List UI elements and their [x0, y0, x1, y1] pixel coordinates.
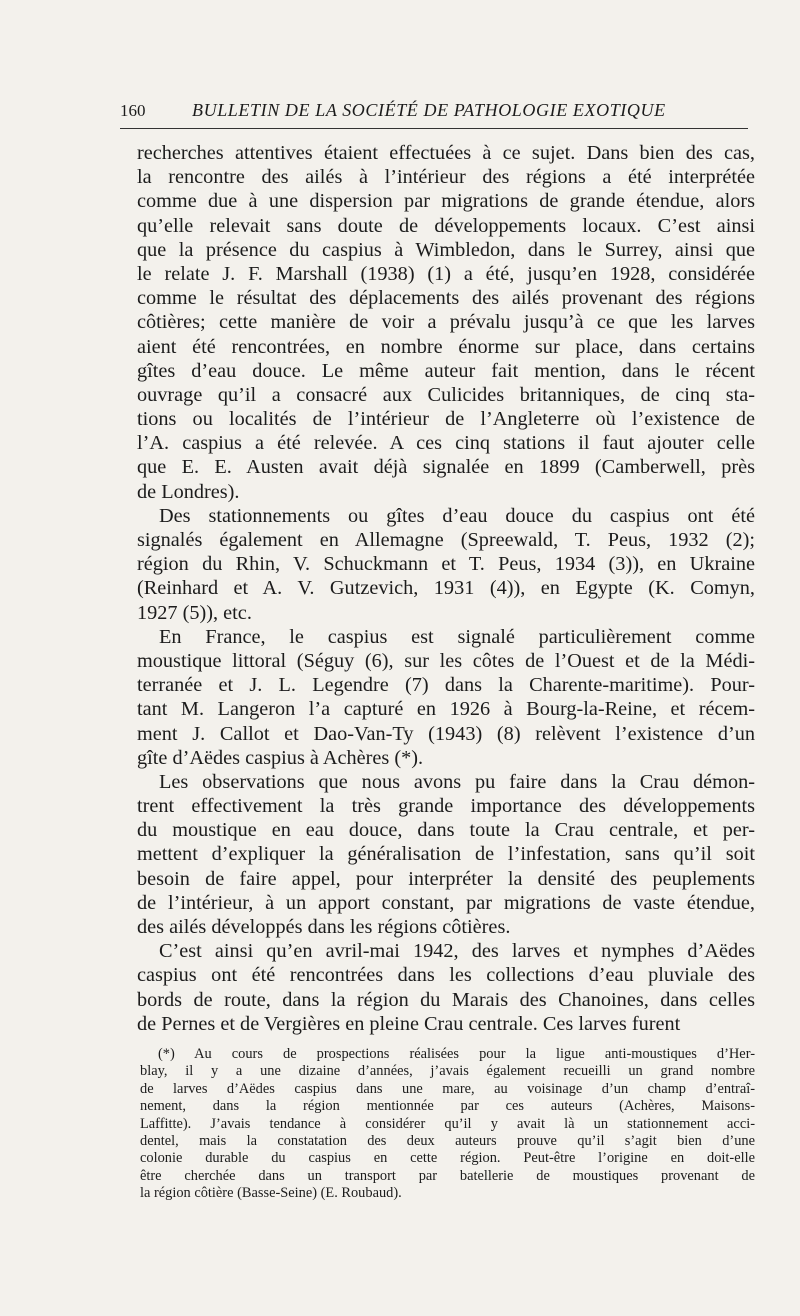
footnote-line: blay, il y a une dizaine d’années, j’avais également recueilli un grand nombre	[140, 1063, 755, 1080]
page-header	[120, 100, 745, 128]
text-line: mettent d’expliquer la généralisation de l’infestation, sans qu’il soit	[137, 843, 755, 866]
footnote-line: colonie durable du caspius en cette région. Peut-être l’origine en doit-elle	[140, 1150, 755, 1167]
text-line: ment J. Callot et Dao-Van-Ty (1943) (8) relèvent l’existence d’un	[137, 722, 755, 745]
text-line: Les observations que nous avons pu faire dans la Crau démon-	[159, 770, 755, 793]
footnote-line: dentel, mais la constatation des deux auteurs prouve qu’il s’agit bien d’une	[140, 1132, 755, 1149]
text-line: besoin de faire appel, pour interpréter la densité des peuplements	[137, 867, 755, 890]
text-line: recherches attentives étaient effectuées à ce sujet. Dans bien des cas,	[137, 142, 755, 164]
text-line: de Pernes et de Vergières en pleine Crau centrale. Ces larves furent	[137, 1012, 681, 1035]
text-line: trent effectivement la très grande importance des développements	[137, 795, 755, 818]
text-line: moustique littoral (Séguy (6), sur les côtes de l’Ouest et de la Médi-	[137, 649, 755, 672]
text-line: côtières; cette manière de voir a prévalu jusqu’à ce que les larves	[137, 311, 755, 334]
text-line: tions ou localités de l’intérieur de l’Angleterre où l’existence de	[137, 408, 755, 431]
text-line: caspius ont été rencontrées dans les collections d’eau pluviale des	[137, 964, 755, 987]
text-line: Des stationnements ou gîtes d’eau douce du caspius ont été	[159, 504, 755, 527]
text-line: qu’elle relevait sans doute de développements locaux. C’est ainsi	[137, 214, 755, 237]
text-line: le relate J. F. Marshall (1938) (1) a été, jusqu’en 1928, considérée	[137, 262, 755, 285]
text-line: que la présence du caspius à Wimbledon, dans le Surrey, ainsi que	[137, 238, 755, 261]
footnote-line: être cherchée dans un transport par batellerie de moustiques provenant de	[140, 1167, 755, 1184]
text-line: l’A. caspius a été relevée. A ces cinq stations il faut ajouter celle	[137, 432, 755, 455]
footnote-line: (*) Au cours de prospections réalisées pour la ligue anti-moustiques d’Her-	[158, 1046, 755, 1062]
body-text	[137, 141, 755, 1036]
text-line: C’est ainsi qu’en avril-mai 1942, des larves et nymphes d’Aëdes	[159, 940, 755, 963]
footnote-line: Laffitte). J’avais tendance à considérer qu’il y avait là un stationnement acci-	[140, 1115, 755, 1132]
text-line: que E. E. Austen avait déjà signalée en 1899 (Camberwell, près	[137, 456, 755, 479]
header-rule	[120, 128, 748, 129]
footnote	[140, 1046, 755, 1203]
text-line: la rencontre des ailés à l’intérieur des régions a été interprétée	[137, 166, 755, 189]
text-line: comme le résultat des déplacements des ailés provenant des régions	[137, 287, 755, 310]
text-line: région du Rhin, V. Schuckmann et T. Peus, 1934 (3)), en Ukraine	[137, 553, 755, 576]
text-line: (Reinhard et A. V. Gutzevich, 1931 (4)), en Egypte (K. Comyn,	[137, 577, 755, 600]
text-line: bords de route, dans la région du Marais des Chanoines, dans celles	[137, 988, 755, 1011]
text-line: du moustique en eau douce, dans toute la Crau centrale, et per-	[137, 819, 755, 842]
text-line: signalés également en Allemagne (Spreewald, T. Peus, 1932 (2);	[137, 529, 755, 551]
text-line: tant M. Langeron l’a capturé en 1926 à Bourg-la-Reine, et récem-	[137, 698, 755, 721]
page-number: 160	[120, 101, 146, 120]
running-title: BULLETIN DE LA SOCIÉTÉ DE PATHOLOGIE EXOTIQUE	[192, 100, 666, 120]
text-line: des ailés développés dans les régions côtières.	[137, 916, 511, 938]
footnote-line: nement, dans la région mentionnée par ces auteurs (Achères, Maisons-	[140, 1098, 755, 1115]
text-line: de l’intérieur, à un apport constant, par migrations de vaste étendue,	[137, 891, 755, 914]
text-line: de Londres).	[137, 480, 240, 503]
footnote-line: de larves d’Aëdes caspius dans une mare, au voisinage d’un champ d’entraî-	[140, 1080, 755, 1097]
text-line: 1927 (5)), etc.	[137, 601, 252, 624]
footnote-line: la région côtière (Basse-Seine) (E. Roubaud).	[140, 1185, 402, 1202]
text-line: aient été rencontrées, en nombre énorme sur place, dans certains	[137, 335, 755, 358]
text-line: gîte d’Aëdes caspius à Achères (*).	[137, 746, 424, 769]
text-line: comme due à une dispersion par migrations de grande étendue, alors	[137, 190, 755, 213]
text-line: ouvrage qu’il a consacré aux Culicides britanniques, de cinq sta-	[137, 383, 755, 406]
text-line: En France, le caspius est signalé particulièrement comme	[159, 625, 755, 648]
text-line: gîtes d’eau douce. Le même auteur fait mention, dans le récent	[137, 359, 755, 382]
text-line: terranée et J. L. Legendre (7) dans la Charente-maritime). Pour-	[137, 674, 755, 697]
